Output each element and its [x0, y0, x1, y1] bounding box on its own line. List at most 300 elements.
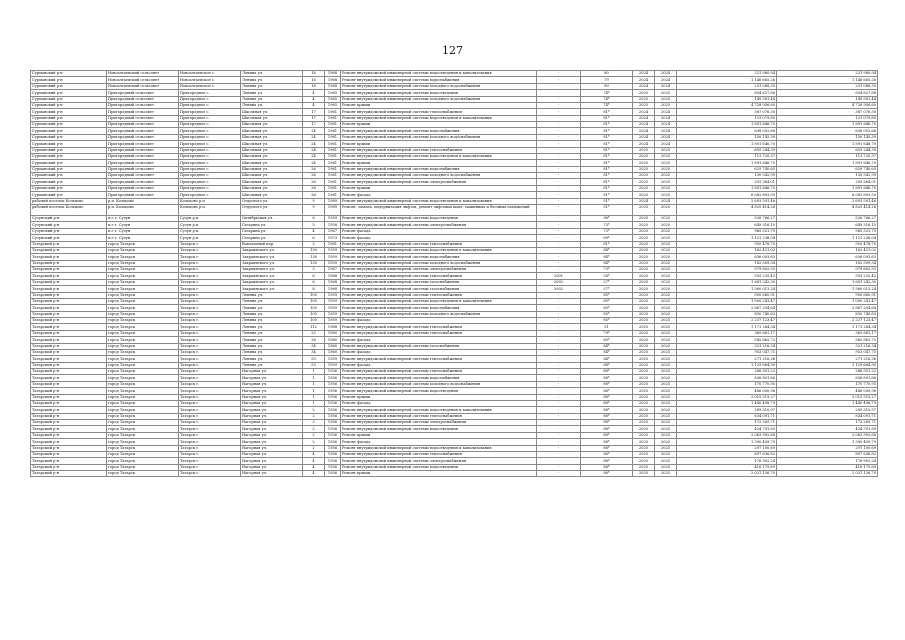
house-number-cell: 105	[303, 298, 325, 304]
municipality-cell: город Татарск	[107, 381, 179, 387]
work-type-cell: Ремонт внутридомовой инженерной системы водоотведения и канализования	[341, 153, 537, 159]
locality-cell: Татарск г.	[179, 279, 241, 285]
cost-cell: 585 862,72	[677, 337, 777, 343]
work-type-cell: Ремонт фасада	[341, 192, 537, 198]
start-year-cell: 2025	[633, 279, 655, 285]
last-repair-year-cell: -	[537, 122, 581, 128]
district-cell: Сурманский р-н	[31, 122, 107, 128]
locality-cell: Татарск г.	[179, 407, 241, 413]
total-cost-cell: 271 216,36	[777, 356, 878, 362]
total-cost-cell: 1 000 241,47	[777, 298, 878, 304]
build-year-cell: 1959	[325, 247, 341, 253]
district-cell: Татарский р-н	[31, 260, 107, 266]
cost-cell: 2 693 591,46	[677, 198, 777, 204]
district-cell: Сузунский р-н	[31, 235, 107, 241]
locality-cell: Татарск г.	[179, 273, 241, 279]
total-cost-cell: 850 740,83	[777, 311, 878, 317]
municipality-cell: Пригородный сельсовет	[107, 166, 179, 172]
total-cost-cell: 1 146 665,26	[777, 77, 878, 83]
build-year-cell: 1968	[325, 279, 341, 285]
district-cell: Татарский р-н	[31, 305, 107, 311]
start-year-cell: 2025	[633, 305, 655, 311]
street-cell: Ленина ул.	[241, 71, 303, 77]
cost-cell: 172 269,71	[677, 420, 777, 426]
build-year-cell: 1961	[325, 179, 341, 185]
work-type-cell: Ремонт внутридомовой инженерной системы теплоснабжения	[341, 369, 537, 375]
build-year-cell: 1956	[325, 445, 341, 451]
municipality-cell: город Татарск	[107, 279, 179, 285]
house-number-cell: 34	[303, 349, 325, 355]
cost-cell: 2 015 519,27	[677, 394, 777, 400]
house-number-cell: 2	[303, 426, 325, 432]
street-cell: Ленина ул.	[241, 90, 303, 96]
work-type-cell: Ремонт внутридомовой инженерной системы водоотведения и канализования	[341, 298, 537, 304]
start-year-cell: 2024	[633, 134, 655, 140]
build-year-cell: 1960	[325, 349, 341, 355]
build-year-cell: 1968	[325, 324, 341, 330]
total-cost-cell: 655 244,39	[777, 147, 878, 153]
district-cell: Татарский р-н	[31, 439, 107, 445]
district-cell: Сузунский р-н	[31, 216, 107, 222]
street-cell: Ленина ул.	[241, 318, 303, 324]
cost-cell: 4 825 414,26	[677, 204, 777, 215]
house-number-cell: 1	[303, 381, 325, 387]
last-repair-year-cell: -	[537, 96, 581, 102]
cost-cell: 289 310,97	[677, 407, 777, 413]
district-cell: Татарский р-н	[31, 381, 107, 387]
wear-percent-cell: 88*	[581, 375, 633, 381]
work-type-cell: Ремонт внутридомовой инженерной системы теплоснабжения	[341, 241, 537, 247]
municipality-cell: город Татарск	[107, 400, 179, 406]
repair-schedule-table	[30, 70, 878, 477]
locality-cell: Татарск г.	[179, 394, 241, 400]
total-cost-cell: 149 581,44	[777, 96, 878, 102]
district-cell: Татарский р-н	[31, 407, 107, 413]
work-type-cell: Ремонт внутридомовой инженерной системы электроснабжения	[341, 458, 537, 464]
start-year-cell: 2025	[633, 286, 655, 292]
house-number-cell: 4	[303, 471, 325, 477]
end-year-cell: 2025	[655, 362, 677, 368]
last-repair-year-cell: -	[537, 420, 581, 426]
total-cost-cell: 293 364,01	[777, 179, 878, 185]
start-year-cell: 2024	[633, 83, 655, 89]
street-cell: Закраинского ул.	[241, 286, 303, 292]
street-cell: Нагорная ул.	[241, 420, 303, 426]
work-type-cell: Ремонт внутридомовой инженерной системы холодного водоснабжения	[341, 83, 537, 89]
house-number-cell: 24	[303, 128, 325, 134]
last-repair-year-cell: -	[537, 102, 581, 108]
cost-cell: 321 216,34	[677, 343, 777, 349]
cost-cell: 1 560 013,24	[677, 286, 777, 292]
house-number-cell: 53	[303, 362, 325, 368]
total-cost-cell: 289 310,97	[777, 407, 878, 413]
street-cell: Ленина ул.	[241, 356, 303, 362]
work-type-cell: Ремонт фасада	[341, 235, 537, 241]
build-year-cell: 1989	[325, 204, 341, 215]
cost-cell: 950 478,70	[677, 241, 777, 247]
end-year-cell: 2025	[655, 160, 677, 166]
work-type-cell: Ремонт крыши	[341, 471, 537, 477]
cost-cell: 897 636,82	[677, 451, 777, 457]
street-cell: Ленина ул.	[241, 349, 303, 355]
total-cost-cell: 1 891 646,70	[777, 122, 878, 128]
district-cell: Татарский р-н	[31, 337, 107, 343]
municipality-cell: город Татарск	[107, 273, 179, 279]
total-cost-cell: 965 521,79	[777, 228, 878, 234]
total-cost-cell: 231 088,35	[777, 83, 878, 89]
last-repair-year-cell: -	[537, 247, 581, 253]
house-number-cell: 1	[303, 394, 325, 400]
start-year-cell: 2025	[633, 153, 655, 159]
municipality-cell: п.г.т. Сузун	[107, 235, 179, 241]
end-year-cell: 2025	[655, 192, 677, 198]
house-number-cell: 130	[303, 254, 325, 260]
house-number-cell: 26	[303, 166, 325, 172]
end-year-cell: 2025	[655, 102, 677, 108]
end-year-cell: 2025	[655, 413, 677, 419]
district-cell: Сурманский р-н	[31, 166, 107, 172]
wear-percent-cell: 88*	[581, 394, 633, 400]
district-cell: Сузунский р-н	[31, 228, 107, 234]
start-year-cell: 2024	[633, 109, 655, 115]
end-year-cell: 2025	[655, 349, 677, 355]
house-number-cell: 6	[303, 273, 325, 279]
locality-cell: Пригородное с.	[179, 166, 241, 172]
work-type-cell: Ремонт внутридомовой инженерной системы электроснабжения	[341, 222, 537, 228]
last-repair-year-cell: -	[537, 192, 581, 198]
last-repair-year-cell: -	[537, 471, 581, 477]
house-number-cell: 16	[303, 77, 325, 83]
municipality-cell: город Татарск	[107, 471, 179, 477]
cost-cell: 387 076,30	[677, 109, 777, 115]
municipality-cell: Пригородный сельсовет	[107, 173, 179, 179]
last-repair-year-cell: -	[537, 71, 581, 77]
street-cell: Ленина ул.	[241, 343, 303, 349]
street-cell: Нагорная ул.	[241, 394, 303, 400]
street-cell: Нагорная ул.	[241, 426, 303, 432]
district-cell: Татарский р-н	[31, 388, 107, 394]
last-repair-year-cell: -	[537, 134, 581, 140]
work-type-cell: Ремонт внутридомовой инженерной системы водоснабжения	[341, 128, 537, 134]
last-repair-year-cell: -	[537, 115, 581, 121]
work-type-cell: Ремонт внутридомовой инженерной системы теплоснабжения	[341, 147, 537, 153]
start-year-cell: 2025	[633, 337, 655, 343]
cost-cell: 1 390 409,79	[677, 439, 777, 445]
cost-cell: 1 440 498,79	[677, 400, 777, 406]
total-cost-cell: 176 902,24	[777, 458, 878, 464]
end-year-cell: 2025	[655, 185, 677, 191]
total-cost-cell: 654 627,88	[777, 90, 878, 96]
house-number-cell: 16	[303, 83, 325, 89]
locality-cell: Татарск г.	[179, 241, 241, 247]
municipality-cell: Пригородный сельсовет	[107, 153, 179, 159]
wear-percent-cell: 74*	[581, 90, 633, 96]
municipality-cell: Пригородный сельсовет	[107, 96, 179, 102]
total-cost-cell: 2 237 123,47	[777, 318, 878, 324]
start-year-cell: 2025	[633, 439, 655, 445]
build-year-cell: 1961	[325, 109, 341, 115]
work-type-cell: Ремонт внутридомовой инженерной системы водоснабжения	[341, 305, 537, 311]
street-cell: Нагорная ул.	[241, 381, 303, 387]
build-year-cell: 1961	[325, 147, 341, 153]
municipality-cell: Пригородный сельсовет	[107, 90, 179, 96]
locality-cell: Пригородное с.	[179, 109, 241, 115]
table-body	[31, 71, 878, 477]
municipality-cell: город Татарск	[107, 292, 179, 298]
total-cost-cell: 297 100,69	[777, 445, 878, 451]
start-year-cell: 2024	[633, 115, 655, 121]
municipality-cell: Пригородный сельсовет	[107, 179, 179, 185]
wear-percent-cell: 85*	[581, 337, 633, 343]
cost-cell: 424 791,89	[677, 426, 777, 432]
locality-cell: Татарск г.	[179, 471, 241, 477]
work-type-cell: Ремонт внутридомовой инженерной системы электроснабжения	[341, 420, 537, 426]
locality-cell: Пригородное с.	[179, 160, 241, 166]
district-cell: Сурманский р-н	[31, 83, 107, 89]
municipality-cell: город Татарск	[107, 267, 179, 273]
last-repair-year-cell: 2001	[537, 273, 581, 279]
wear-percent-cell: 84*	[581, 247, 633, 253]
locality-cell: Пригородное с.	[179, 102, 241, 108]
last-repair-year-cell: -	[537, 356, 581, 362]
street-cell: Нагорная ул.	[241, 451, 303, 457]
street-cell: Нагорная ул.	[241, 400, 303, 406]
work-type-cell: Ремонт внутридомовой инженерной системы электроснабжения	[341, 267, 537, 273]
wear-percent-cell: 84*	[581, 343, 633, 349]
house-number-cell: 4	[303, 90, 325, 96]
house-number-cell: 26	[303, 173, 325, 179]
municipality-cell: Пригородный сельсовет	[107, 115, 179, 121]
house-number-cell: 6	[303, 235, 325, 241]
house-number-cell: 4	[303, 451, 325, 457]
start-year-cell: 2025	[633, 362, 655, 368]
house-number-cell: 4	[303, 458, 325, 464]
street-cell: Закраинского ул.	[241, 254, 303, 260]
wear-percent-cell: 73*	[581, 267, 633, 273]
municipality-cell: город Татарск	[107, 420, 179, 426]
house-number-cell: 34	[303, 343, 325, 349]
district-cell: Сурманский р-н	[31, 128, 107, 134]
end-year-cell: 2025	[655, 445, 677, 451]
build-year-cell: 1956	[325, 451, 341, 457]
street-cell: Школьная ул.	[241, 166, 303, 172]
street-cell: Ленина ул.	[241, 83, 303, 89]
cost-cell: 649 316,15	[677, 222, 777, 228]
locality-cell: Пригородное с.	[179, 134, 241, 140]
house-number-cell: 4	[303, 96, 325, 102]
district-cell: Татарский р-н	[31, 356, 107, 362]
house-number-cell: 2	[303, 407, 325, 413]
wear-percent-cell: 81*	[581, 141, 633, 147]
last-repair-year-cell: -	[537, 464, 581, 470]
district-cell: Татарский р-н	[31, 369, 107, 375]
house-number-cell: 6	[303, 216, 325, 222]
municipality-cell: п.г.т. Сузун	[107, 228, 179, 234]
work-type-cell: Ремонт крыши	[341, 160, 537, 166]
wear-percent-cell: 85*	[581, 318, 633, 324]
district-cell: Татарский р-н	[31, 254, 107, 260]
last-repair-year-cell: -	[537, 179, 581, 185]
locality-cell: Кольцово р.п.	[179, 198, 241, 204]
end-year-cell: 2025	[655, 400, 677, 406]
work-type-cell: Ремонт внутридомовой инженерной системы водоснабжения	[341, 77, 537, 83]
cost-cell: 2 867 254,64	[677, 305, 777, 311]
wear-percent-cell: 27*	[581, 279, 633, 285]
district-cell: Сурманский р-н	[31, 96, 107, 102]
district-cell: Татарский р-н	[31, 445, 107, 451]
cost-cell: 2 021 136,70	[677, 471, 777, 477]
build-year-cell: 1956	[325, 375, 341, 381]
work-type-cell: Ремонт внутридомовой инженерной системы теплоснабжения	[341, 292, 537, 298]
start-year-cell: 2025	[633, 298, 655, 304]
total-cost-cell: 4 825 414,26	[777, 204, 878, 215]
work-type-cell: Ремонт крыши	[341, 394, 537, 400]
build-year-cell: 1968	[325, 286, 341, 292]
district-cell: Сурманский р-н	[31, 71, 107, 77]
start-year-cell: 2025	[633, 185, 655, 191]
district-cell: Татарский р-н	[31, 343, 107, 349]
work-type-cell: Ремонт фасада	[341, 337, 537, 343]
build-year-cell: 1959	[325, 298, 341, 304]
start-year-cell: 2025	[633, 471, 655, 477]
cost-cell: 1 891 646,70	[677, 122, 777, 128]
end-year-cell: 2025	[655, 254, 677, 260]
street-cell: Школьная ул.	[241, 173, 303, 179]
locality-cell: Татарск г.	[179, 349, 241, 355]
locality-cell: Татарск г.	[179, 369, 241, 375]
district-cell: Сурманский р-н	[31, 160, 107, 166]
house-number-cell: 24	[303, 147, 325, 153]
district-cell: Татарский р-н	[31, 400, 107, 406]
cost-cell: 1 891 646,70	[677, 141, 777, 147]
start-year-cell: 2025	[633, 400, 655, 406]
wear-percent-cell: 81*	[581, 134, 633, 140]
last-repair-year-cell: -	[537, 222, 581, 228]
last-repair-year-cell: -	[537, 394, 581, 400]
district-cell: Сурманский р-н	[31, 115, 107, 121]
build-year-cell: 1961	[325, 153, 341, 159]
municipality-cell: п.г.т. Сузун	[107, 222, 179, 228]
total-cost-cell: 900 660,91	[777, 292, 878, 298]
start-year-cell: 2025	[633, 407, 655, 413]
total-cost-cell: 593 235,43	[777, 273, 878, 279]
house-number-cell: 1	[303, 388, 325, 394]
municipality-cell: город Татарск	[107, 305, 179, 311]
build-year-cell: 1968	[325, 83, 341, 89]
wear-percent-cell: 51*	[581, 204, 633, 215]
house-number-cell: 4	[303, 464, 325, 470]
cost-cell: 286 951,22	[677, 369, 777, 375]
total-cost-cell: 221 980,94	[777, 71, 878, 77]
locality-cell: Татарск г.	[179, 260, 241, 266]
total-cost-cell: 2 693 591,46	[777, 198, 878, 204]
total-cost-cell: 1 440 498,79	[777, 400, 878, 406]
municipality-cell: Новоалтаевский сельсовет	[107, 77, 179, 83]
house-number-cell: 2	[303, 445, 325, 451]
wear-percent-cell: 74*	[581, 102, 633, 108]
work-type-cell: Ремонт крыши	[341, 141, 537, 147]
build-year-cell: 1956	[325, 388, 341, 394]
house-number-cell: 1	[303, 375, 325, 381]
work-type-cell: Ремонт внутридомовой инженерной системы теплоснабжения	[341, 356, 537, 362]
district-cell: Сурманский р-н	[31, 185, 107, 191]
build-year-cell: 1956	[325, 464, 341, 470]
last-repair-year-cell: -	[537, 173, 581, 179]
work-type-cell: Ремонт внутридомовой инженерной системы водоотведения и канализования	[341, 198, 537, 204]
locality-cell: Татарск г.	[179, 292, 241, 298]
table-row	[31, 471, 878, 477]
house-number-cell: 26	[303, 192, 325, 198]
last-repair-year-cell: -	[537, 337, 581, 343]
end-year-cell: 2025	[655, 388, 677, 394]
wear-percent-cell: 81*	[581, 160, 633, 166]
wear-percent-cell: 85*	[581, 305, 633, 311]
build-year-cell: 1967	[325, 267, 341, 273]
total-cost-cell: 629 740,65	[777, 166, 878, 172]
start-year-cell: 2025	[633, 228, 655, 234]
wear-percent-cell: 86*	[581, 464, 633, 470]
total-cost-cell: 636 093,63	[777, 254, 878, 260]
wear-percent-cell: 86*	[581, 458, 633, 464]
build-year-cell: 1956	[325, 394, 341, 400]
total-cost-cell: 130 542,99	[777, 173, 878, 179]
last-repair-year-cell: -	[537, 198, 581, 204]
municipality-cell: Пригородный сельсовет	[107, 102, 179, 108]
street-cell: Гагарина ул.	[241, 235, 303, 241]
start-year-cell: 2025	[633, 318, 655, 324]
work-type-cell: Ремонт внутридомовой инженерной системы газоснабжения	[341, 279, 537, 285]
municipality-cell: город Татарск	[107, 318, 179, 324]
build-year-cell: 1965	[325, 96, 341, 102]
district-cell: Татарский р-н	[31, 458, 107, 464]
start-year-cell: 2024	[633, 77, 655, 83]
build-year-cell: 1961	[325, 185, 341, 191]
municipality-cell: город Татарск	[107, 432, 179, 438]
start-year-cell: 2025	[633, 216, 655, 222]
wear-percent-cell: 81*	[581, 192, 633, 198]
house-number-cell: 2	[303, 420, 325, 426]
end-year-cell: 2025	[655, 166, 677, 172]
locality-cell: Татарск г.	[179, 375, 241, 381]
cost-cell: 486 000,96	[677, 388, 777, 394]
wear-percent-cell: 81*	[581, 153, 633, 159]
end-year-cell: 2025	[655, 343, 677, 349]
municipality-cell: Пригородный сельсовет	[107, 141, 179, 147]
total-cost-cell: 131 079,80	[777, 115, 878, 121]
wear-percent-cell: 88*	[581, 426, 633, 432]
build-year-cell: 1960	[325, 330, 341, 336]
last-repair-year-cell: -	[537, 228, 581, 234]
locality-cell: Татарск г.	[179, 305, 241, 311]
last-repair-year-cell: -	[537, 260, 581, 266]
build-year-cell: 1956	[325, 400, 341, 406]
build-year-cell: 1956	[325, 432, 341, 438]
start-year-cell: 2025	[633, 254, 655, 260]
build-year-cell: 1956	[325, 471, 341, 477]
municipality-cell: город Татарск	[107, 356, 179, 362]
wear-percent-cell: 88*	[581, 388, 633, 394]
house-number-cell: 6	[303, 279, 325, 285]
wear-percent-cell: 73*	[581, 222, 633, 228]
cost-cell: 365 661,17	[677, 330, 777, 336]
district-cell: Татарский р-н	[31, 286, 107, 292]
cost-cell: 150 145,39	[677, 134, 777, 140]
build-year-cell: 1959	[325, 254, 341, 260]
street-cell: Ленина ул.	[241, 298, 303, 304]
municipality-cell: город Татарск	[107, 445, 179, 451]
cost-cell: 271 216,36	[677, 356, 777, 362]
district-cell: Татарский р-н	[31, 279, 107, 285]
